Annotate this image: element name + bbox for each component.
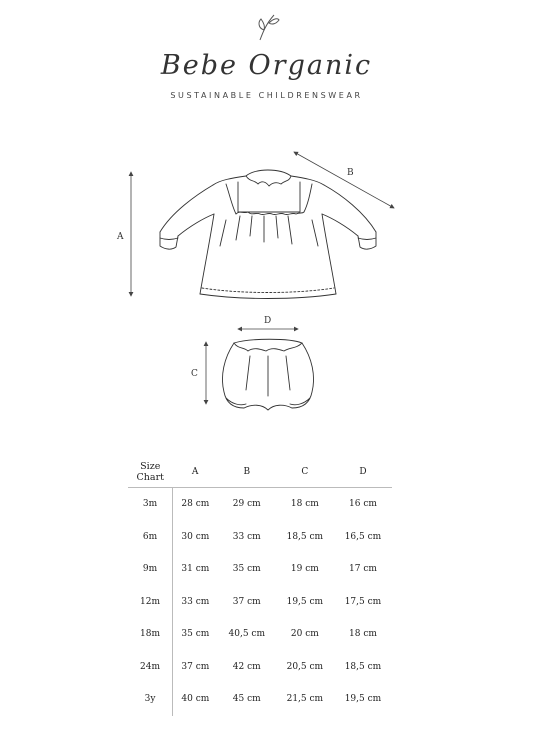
measurement-cell: 17,5 cm — [344, 596, 382, 607]
label-a: A — [117, 232, 124, 242]
measurement-cell: 35 cm — [181, 629, 210, 640]
label-b: B — [347, 168, 354, 178]
measurement-cell: 19,5 cm — [286, 596, 324, 607]
size-label: 9m — [128, 553, 173, 586]
table-row — [128, 553, 392, 586]
measurement-cell: 16,5 cm — [344, 531, 382, 542]
measurement-cell: 18,5 cm — [286, 531, 324, 542]
size-label: 3y — [128, 683, 173, 716]
size-label: 3m — [128, 488, 173, 521]
measurement-cell: 28 cm — [181, 499, 210, 510]
table-row — [128, 651, 392, 684]
measurement-cell: 21,5 cm — [286, 694, 324, 705]
size-chart-table — [128, 457, 392, 716]
column-header-c: C — [301, 467, 309, 477]
measurement-cell: 35 cm — [232, 564, 261, 575]
measurement-cell: 37 cm — [181, 661, 210, 672]
table-header-row — [128, 457, 392, 488]
table-row — [128, 521, 392, 554]
size-label: 12m — [128, 586, 173, 619]
measurement-cell: 19 cm — [290, 564, 319, 575]
table-row — [128, 586, 392, 619]
size-label: 24m — [128, 651, 173, 684]
measurement-cell: 18,5 cm — [344, 661, 382, 672]
measurement-cell: 40,5 cm — [228, 629, 265, 640]
size-label: 18m — [128, 618, 173, 651]
column-header-a: A — [191, 467, 199, 477]
table-row — [128, 683, 392, 716]
size-label: 6m — [128, 521, 173, 554]
column-header-d: D — [359, 467, 367, 477]
leaf-logo-icon — [254, 12, 280, 42]
measurement-cell: 42 cm — [232, 661, 261, 672]
blouse-drawing — [160, 170, 376, 299]
size-chart-title: Size Chart — [136, 461, 164, 483]
column-header-b: B — [243, 467, 251, 477]
brand-name: Bebe Organic — [160, 50, 373, 81]
bloomers-drawing — [222, 339, 313, 410]
table-row — [128, 618, 392, 651]
brand-tagline: SUSTAINABLE CHILDRENSWEAR — [170, 91, 363, 100]
measurement-cell: 17 cm — [349, 564, 377, 575]
measurement-cell: 19,5 cm — [344, 694, 382, 705]
measurement-cell: 18 cm — [349, 629, 377, 640]
measurement-cell: 37 cm — [232, 596, 261, 607]
measurement-cell: 31 cm — [181, 564, 210, 575]
measurement-cell: 16 cm — [349, 499, 377, 510]
label-c: C — [191, 369, 198, 379]
measurement-cell: 20,5 cm — [286, 661, 324, 672]
measurement-cell: 33 cm — [232, 531, 261, 542]
measurement-cell: 30 cm — [181, 531, 210, 542]
measurement-cell: 40 cm — [181, 694, 210, 705]
label-d: D — [264, 316, 272, 326]
table-row — [128, 488, 392, 521]
measurement-cell: 20 cm — [290, 629, 319, 640]
measurement-cell: 18 cm — [290, 499, 319, 510]
measurement-cell: 45 cm — [232, 694, 261, 705]
measurement-cell: 29 cm — [232, 499, 261, 510]
measurement-cell: 33 cm — [181, 596, 210, 607]
